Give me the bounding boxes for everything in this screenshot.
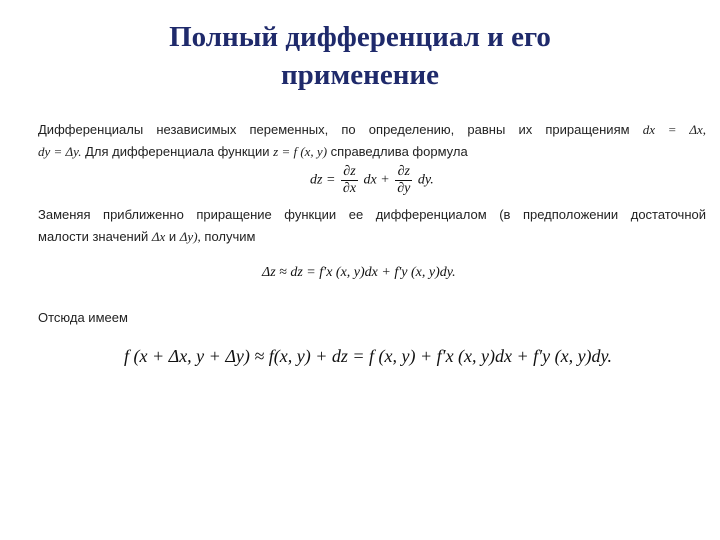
paragraph-2-text-a: малости значений bbox=[38, 229, 149, 244]
title-line-1: Полный дифференциал и его bbox=[169, 21, 551, 53]
paragraph-2 bbox=[38, 207, 706, 245]
formula-approximation: Δz ≈ dz = f′x (x, y)dx + f′y (x, y)dy. bbox=[262, 265, 456, 280]
slide-title bbox=[0, 18, 720, 94]
paragraph-1 bbox=[38, 122, 706, 160]
formula-1-lhs: dz = bbox=[310, 172, 336, 188]
paragraph-1-line-1 bbox=[38, 122, 706, 138]
delta-y: Δy), bbox=[179, 229, 201, 244]
paragraph-2-line-2 bbox=[38, 229, 706, 245]
partial-z-y-fraction bbox=[395, 164, 412, 197]
paragraph-2-line-1: Заменяя приближенно приращение функции ее дифференциалом (в предположении достаточной bbox=[38, 207, 706, 222]
dy-definition: dy = Δy. bbox=[38, 144, 82, 159]
dx-definition: dx = Δx, bbox=[642, 122, 706, 137]
paragraph-2-text-c: получим bbox=[204, 229, 256, 244]
partial-z-x-fraction bbox=[341, 164, 358, 197]
formula-1-tail: dy. bbox=[417, 172, 434, 188]
formula-result: f (x + Δx, y + Δy) ≈ f(x, y) + dz = f (x, y) + f′x (x, y)dx + f′y (x, y)dy. bbox=[124, 346, 613, 366]
formula-1-mid: dx + bbox=[363, 172, 390, 188]
partial-z-x-denominator: ∂x bbox=[342, 181, 357, 196]
paragraph-2-text-b: и bbox=[168, 229, 177, 244]
formula-total-differential bbox=[310, 164, 434, 197]
delta-x: Δx bbox=[151, 229, 166, 244]
paragraph-1-line-2 bbox=[38, 144, 706, 160]
partial-z-y-numerator: ∂z bbox=[395, 164, 412, 181]
paragraph-1-text: Дифференциалы независимых переменных, по определению, равны их приращениям bbox=[38, 122, 630, 137]
title-line-2: применение bbox=[280, 59, 440, 91]
partial-z-x-numerator: ∂z bbox=[341, 164, 358, 181]
partial-z-y-denominator: ∂y bbox=[397, 181, 411, 196]
paragraph-1-text-2: Для дифференциала функции bbox=[85, 144, 270, 159]
function-z: z = f (x, y) bbox=[273, 144, 328, 159]
paragraph-1-text-3: справедлива формула bbox=[330, 144, 468, 159]
paragraph-3: Отсюда имеем bbox=[38, 310, 128, 325]
